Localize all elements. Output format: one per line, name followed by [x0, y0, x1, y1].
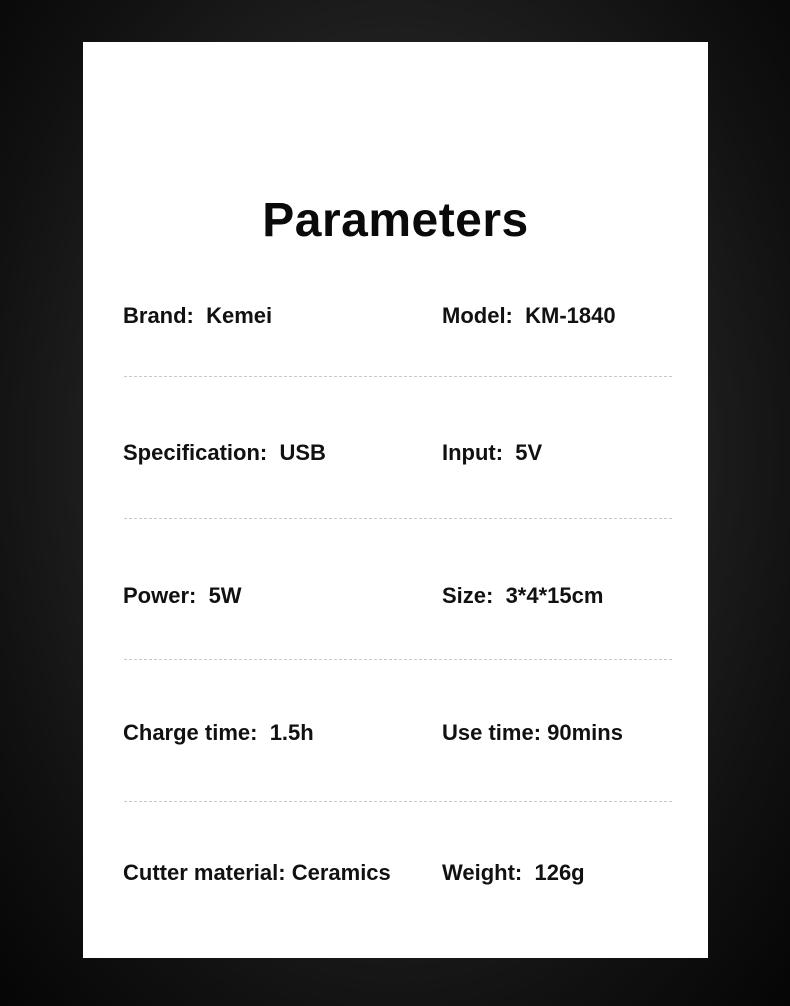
- spec-specification: Specification: USB: [123, 440, 326, 465]
- spec-row: [83, 296, 708, 336]
- spec-row: [83, 433, 708, 473]
- row-divider: [124, 659, 672, 660]
- spec-weight: Weight: 126g: [442, 860, 585, 885]
- row-divider: [124, 376, 672, 377]
- spec-charge-time: Charge time: 1.5h: [123, 720, 314, 745]
- spec-row: [83, 713, 708, 753]
- row-divider: [124, 801, 672, 802]
- spec-size: Size: 3*4*15cm: [442, 583, 604, 608]
- row-divider: [124, 518, 672, 519]
- spec-use-time: Use time: 90mins: [442, 720, 623, 745]
- spec-brand: Brand: Kemei: [123, 303, 273, 328]
- parameters-card: [83, 42, 708, 958]
- page-title: Parameters: [262, 194, 529, 247]
- spec-input: Input: 5V: [442, 440, 543, 465]
- spec-row: [83, 576, 708, 616]
- spec-model: Model: KM-1840: [442, 303, 616, 328]
- spec-power: Power: 5W: [123, 583, 242, 608]
- spec-row: [83, 853, 708, 893]
- spec-cutter-material: Cutter material: Ceramics: [123, 860, 391, 885]
